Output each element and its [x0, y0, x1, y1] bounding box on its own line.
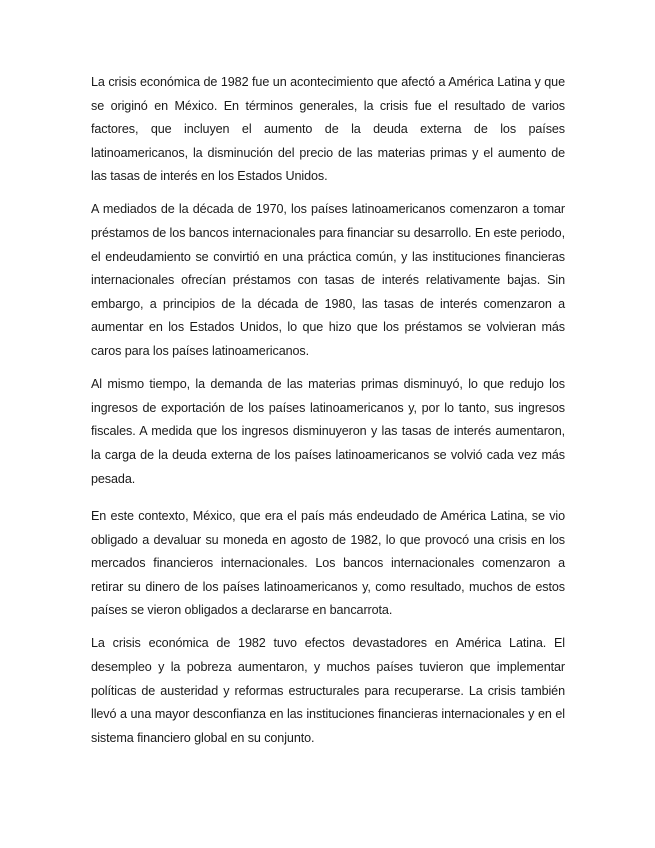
paragraph-2: A mediados de la década de 1970, los países latinoamericanos comenzaron a tomar préstamos de los bancos internacionales para financiar su desarrollo. En este periodo, el endeudamiento se convirtió en una práctica común, y las instituciones financieras internacionales ofrecían préstamos con tasas de interés relativamente bajas. Sin embargo, a principios de la década de 1980, las tasas de interés comenzaron a aumentar en los Estados Unidos, lo que hizo que los préstamos se volvieran más caros para los países latinoamericanos. [91, 202, 565, 359]
paragraph-1: La crisis económica de 1982 fue un acontecimiento que afectó a América Latina y que se originó en México. En términos generales, la crisis fue el resultado de varios factores, que incluyen el aumento de la deuda externa de los países latinoamericanos, la disminución del precio de las materias primas y el aumento de las tasas de interés en los Estados Unidos. [91, 75, 565, 184]
text-section-top [91, 71, 565, 501]
paragraph-3: Al mismo tiempo, la demanda de las materias primas disminuyó, lo que redujo los ingresos de exportación de los países latinoamericanos y, por lo tanto, sus ingresos fiscales. A medida que los ingresos disminuyeron y las tasas de interés aumentaron, la carga de la deuda externa de los países latinoamericanos se volvió cada vez más pesada. [91, 377, 565, 486]
text-section-bottom [91, 505, 565, 760]
paragraph-5: La crisis económica de 1982 tuvo efectos devastadores en América Latina. El desempleo y la pobreza aumentaron, y muchos países tuvieron que implementar políticas de austeridad y reformas estructurales para recuperarse. La crisis también llevó a una mayor desconfianza en las instituciones financieras internacionales y en el sistema financiero global en su conjunto. [91, 636, 565, 745]
paragraph-4: En este contexto, México, que era el país más endeudado de América Latina, se vio obligado a devaluar su moneda en agosto de 1982, lo que provocó una crisis en los mercados financieros internacionales. Los bancos internacionales comenzaron a retirar su dinero de los países latinoamericanos y, como resultado, muchos de estos países se vieron obligados a declararse en bancarrota. [91, 509, 565, 618]
